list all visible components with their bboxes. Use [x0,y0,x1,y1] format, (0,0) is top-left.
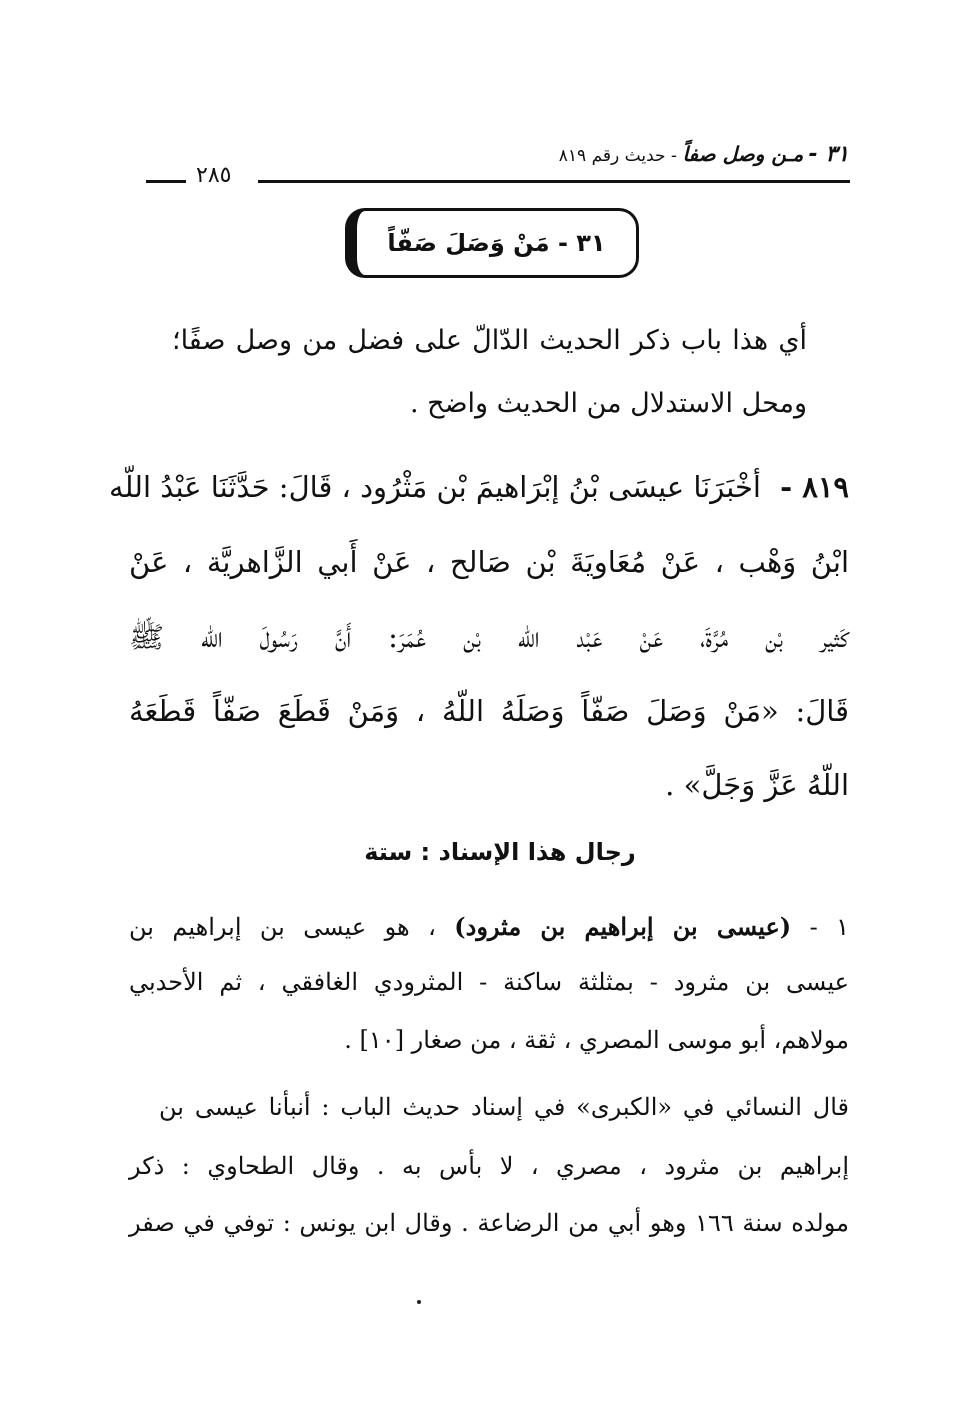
section-heading: رجال هذا الإسناد : ستة [364,838,636,866]
intro-line-1: أي هذا باب ذكر الحديث الدّالّ على فضل من وصل صفًا؛ [172,325,807,356]
intro-line-2: ومحل الاستدلال من الحديث واضح . [410,388,807,419]
running-header [449,142,849,167]
hadith-line-5: اللّهُ عَزَّ وَجَلَّ» . [665,768,849,802]
chapter-title: مـن وصل صفاً [682,142,804,166]
chapter-title-box [345,208,639,278]
narrator-1-line-3: مولاهم، أبو موسى المصري ، ثقة ، من صغار [١٠] . [344,1026,849,1054]
stray-dot [417,1300,421,1304]
narrator-1-rest: ، هو عيسى بن إبراهيم بن [129,913,436,941]
chapter-number: ٣١ - [808,142,849,167]
chapter-box-label: ٣١ - مَنْ وَصَلَ صَفّاً [387,229,606,257]
header-rule-short [146,180,186,183]
hadith-reference: - حديث رقم ٨١٩ [558,146,678,166]
header-rule [258,180,850,183]
para-2-line-2: إبراهيم بن مثرود ، مصري ، لا بأس به . وقال الطحاوي : ذكر [129,1152,849,1180]
narrator-1-name: (عيسى بن إبراهيم بن مثرود) [454,912,792,941]
narrator-1-line-2: عيسى بن مثرود - بمثلثة ساكنة - المثرودي الغافقي ، ثم الأحدبي [129,968,849,996]
hadith-line-4: قَالَ: «مَنْ وَصَلَ صَفّاً وَصَلَهُ اللّهُ ، وَمَنْ قَطَعَ صَفّاً قَطَعَهُ [129,694,849,728]
para-2-line-3: مولده سنة ١٦٦ وهو أبي من الرضاعة . وقال ابن يونس : توفي في صفر [129,1209,850,1237]
hadith-line-3: كَثير بْن مُرَّةَ، عَنْ عَبْد اللّه بْن عُمَرَ: أَنَّ رَسُولَ اللّه ﷺ [129,620,849,654]
hadith-line-1: أخْبَرَنَا عيسَى بْنُ إبْرَاهيمَ بْن مَثْرُود ، قَالَ: حَدَّثَنَا عَبْدُ اللّه [109,470,761,504]
narrator-1-line-1 [129,912,849,941]
hadith-number: ٨١٩ - [780,470,849,504]
narrator-1-prefix: ١ - [809,913,849,941]
page-number: ٢٨٥ [196,163,232,188]
para-2-line-1: قال النسائي في «الكبرى» في إسناد حديث الباب : أنبأنا عيسى بن [159,1093,850,1121]
hadith-line-2: ابْنُ وَهْب ، عَنْ مُعَاويَةَ بْن صَالح ، عَنْ أَبي الزَّاهريَّة ، عَنْ [129,545,849,579]
